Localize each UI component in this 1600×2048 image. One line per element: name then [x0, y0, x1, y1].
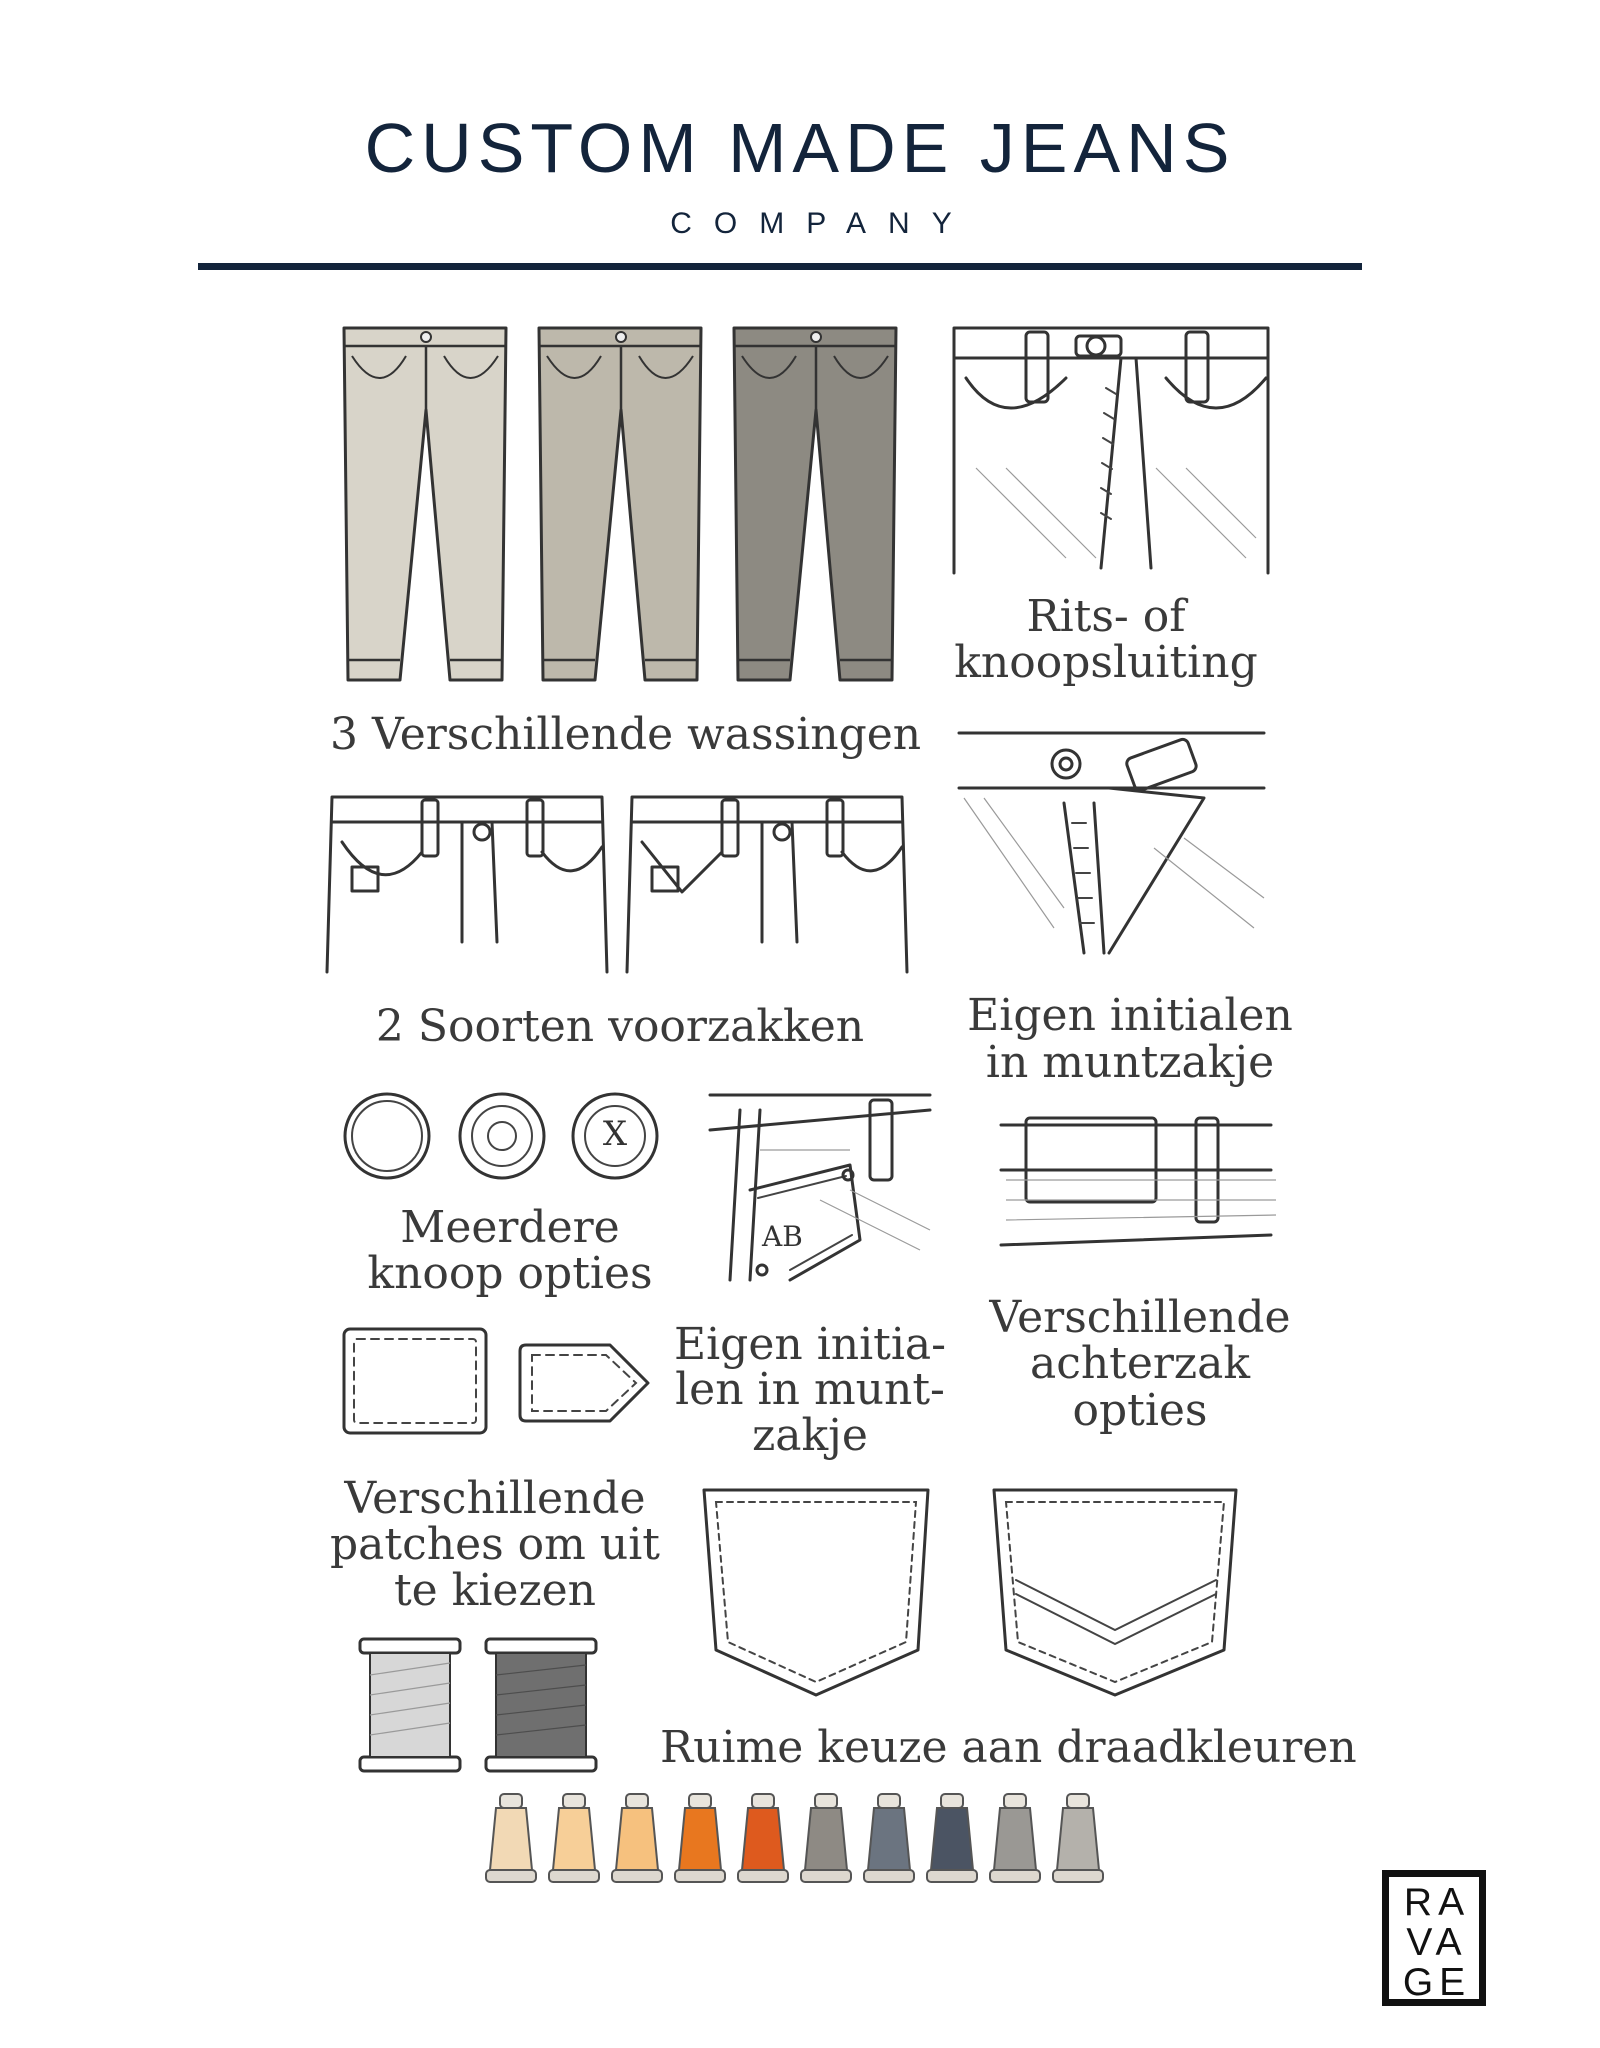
thread-cone-5 — [738, 1794, 788, 1882]
thread-cone-3 — [612, 1794, 662, 1882]
thread-cone-10 — [1053, 1794, 1103, 1882]
patches-label-line3: te kiezen — [393, 1565, 597, 1616]
patches-label-line2: patches om uit — [330, 1519, 660, 1570]
logo-row-2: VA — [1406, 1921, 1468, 1964]
thread-cone-7 — [864, 1794, 914, 1882]
closure-label-line2: knoopsluiting — [954, 637, 1258, 688]
jeans-wash-illustrations — [330, 320, 910, 700]
patches-illustration — [340, 1325, 660, 1445]
thread-cone-6 — [801, 1794, 851, 1882]
fly-closure-illustration — [946, 318, 1276, 578]
back-pocket-opts-line2: achterzak — [1029, 1338, 1251, 1389]
tag-patch-icon — [520, 1345, 648, 1421]
zipper-illustration — [954, 728, 1270, 968]
jeans-wash-2 — [539, 328, 701, 680]
jeans-wash-1 — [344, 328, 506, 680]
initials-top-line2: in muntzakje — [985, 1037, 1275, 1088]
thread-cone-1 — [486, 1794, 536, 1882]
closure-label-line1: Rits- of — [1026, 591, 1186, 642]
initials-mid-line3: zakje — [752, 1410, 868, 1461]
coin-pocket-illustration — [700, 1090, 940, 1290]
plain-button-icon — [345, 1094, 429, 1178]
thread-color-spools — [480, 1790, 1140, 1890]
header-rule — [198, 263, 1362, 270]
page-subtitle: COMPANY — [670, 207, 974, 240]
threads-label: Ruime keuze aan draadkleuren — [660, 1722, 1357, 1773]
ravage-logo — [1382, 1870, 1486, 2006]
thread-cone-9 — [990, 1794, 1040, 1882]
jeans-wash-3 — [734, 328, 896, 680]
page-title: CUSTOM MADE JEANS — [364, 109, 1236, 187]
washes-label: 3 Verschillende wassingen — [330, 709, 922, 760]
front-pocket-illustrations — [322, 792, 912, 977]
thread-cone-4 — [675, 1794, 725, 1882]
buttons-label-line1: Meerdere — [400, 1202, 620, 1253]
square-patch-icon — [344, 1329, 486, 1433]
buttons-label-line2: knoop opties — [367, 1248, 653, 1299]
back-waistband-illustration — [996, 1110, 1278, 1260]
logo-row-1: RA — [1403, 1881, 1471, 1924]
logo-row-3: GE — [1402, 1961, 1472, 2004]
back-pockets-illustration — [696, 1480, 1246, 1705]
patches-label-line1: Verschillende — [344, 1473, 646, 1524]
button-mark: X — [602, 1114, 628, 1154]
thread-cone-8 — [927, 1794, 977, 1882]
initials-top-line1: Eigen initialen — [967, 990, 1293, 1041]
initials-mid-line1: Eigen initia- — [673, 1319, 947, 1370]
large-spools-illustration — [350, 1635, 600, 1775]
back-pocket-opts-line1: Verschillende — [989, 1292, 1291, 1343]
thread-cone-2 — [549, 1794, 599, 1882]
front-pockets-label: 2 Soorten voorzakken — [375, 1001, 865, 1052]
coin-pocket-engraving: AB — [762, 1220, 803, 1253]
back-pocket-opts-line3: opties — [1072, 1385, 1208, 1436]
initials-mid-line2: len in munt- — [675, 1364, 945, 1415]
